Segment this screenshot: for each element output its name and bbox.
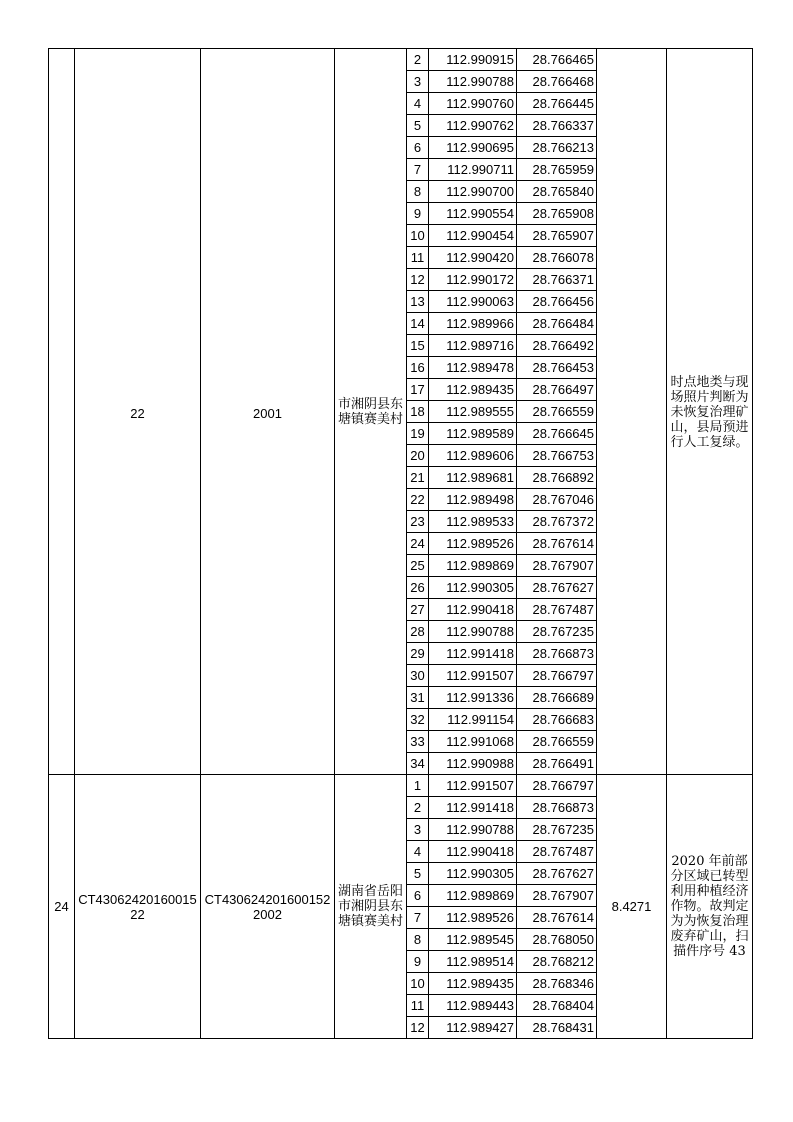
longitude-value: 112.989514 (429, 951, 517, 973)
point-number: 19 (407, 423, 429, 445)
longitude-value: 112.989545 (429, 929, 517, 951)
point-number: 6 (407, 885, 429, 907)
point-number: 9 (407, 203, 429, 225)
note-cell: 2020 年前部分区域已转型利用种植经济作物。故判定为为恢复治理废弃矿山，扫描件序号 43 (667, 775, 753, 1039)
longitude-value: 112.990762 (429, 115, 517, 137)
latitude-value: 28.767907 (517, 885, 597, 907)
latitude-value: 28.765840 (517, 181, 597, 203)
note-cell: 时点地类与现场照片判断为未恢复治理矿山，县局预进行人工复绿。 (667, 49, 753, 775)
point-number: 13 (407, 291, 429, 313)
point-number: 2 (407, 49, 429, 71)
point-number: 24 (407, 533, 429, 555)
longitude-value: 112.989435 (429, 379, 517, 401)
longitude-value: 112.990454 (429, 225, 517, 247)
latitude-value: 28.766645 (517, 423, 597, 445)
latitude-value: 28.768212 (517, 951, 597, 973)
longitude-value: 112.991507 (429, 665, 517, 687)
point-number: 21 (407, 467, 429, 489)
latitude-value: 28.768346 (517, 973, 597, 995)
point-number: 16 (407, 357, 429, 379)
longitude-value: 112.989478 (429, 357, 517, 379)
latitude-value: 28.768050 (517, 929, 597, 951)
longitude-value: 112.991507 (429, 775, 517, 797)
longitude-value: 112.989533 (429, 511, 517, 533)
longitude-value: 112.991336 (429, 687, 517, 709)
latitude-value: 28.767627 (517, 577, 597, 599)
point-number: 3 (407, 71, 429, 93)
longitude-value: 112.989443 (429, 995, 517, 1017)
point-number: 34 (407, 753, 429, 775)
point-number: 26 (407, 577, 429, 599)
latitude-value: 28.766892 (517, 467, 597, 489)
point-number: 31 (407, 687, 429, 709)
longitude-value: 112.991154 (429, 709, 517, 731)
latitude-value: 28.766453 (517, 357, 597, 379)
point-number: 5 (407, 863, 429, 885)
point-number: 9 (407, 951, 429, 973)
latitude-value: 28.765908 (517, 203, 597, 225)
latitude-value: 28.766559 (517, 731, 597, 753)
seq-cell: 24 (49, 775, 75, 1039)
plot-id-cell: 22 (75, 49, 201, 775)
latitude-value: 28.766468 (517, 71, 597, 93)
year-code-cell: CT4306242016001522002 (201, 775, 335, 1039)
longitude-value: 112.989427 (429, 1017, 517, 1039)
point-number: 22 (407, 489, 429, 511)
point-number: 1 (407, 775, 429, 797)
point-number: 10 (407, 973, 429, 995)
latitude-value: 28.766689 (517, 687, 597, 709)
latitude-value: 28.766753 (517, 445, 597, 467)
year-code-cell: 2001 (201, 49, 335, 775)
latitude-value: 28.766445 (517, 93, 597, 115)
latitude-value: 28.767907 (517, 555, 597, 577)
longitude-value: 112.991068 (429, 731, 517, 753)
longitude-value: 112.990305 (429, 577, 517, 599)
point-number: 12 (407, 1017, 429, 1039)
longitude-value: 112.989606 (429, 445, 517, 467)
longitude-value: 112.989526 (429, 533, 517, 555)
latitude-value: 28.766497 (517, 379, 597, 401)
point-number: 14 (407, 313, 429, 335)
table-body-group-24 (49, 775, 753, 1039)
longitude-value: 112.990788 (429, 621, 517, 643)
longitude-value: 112.989589 (429, 423, 517, 445)
point-number: 11 (407, 247, 429, 269)
longitude-value: 112.989681 (429, 467, 517, 489)
latitude-value: 28.766213 (517, 137, 597, 159)
point-number: 32 (407, 709, 429, 731)
longitude-value: 112.990172 (429, 269, 517, 291)
point-number: 28 (407, 621, 429, 643)
latitude-value: 28.767627 (517, 863, 597, 885)
point-number: 20 (407, 445, 429, 467)
area-cell: 8.4271 (597, 775, 667, 1039)
latitude-value: 28.766559 (517, 401, 597, 423)
longitude-value: 112.990418 (429, 599, 517, 621)
point-number: 6 (407, 137, 429, 159)
point-number: 15 (407, 335, 429, 357)
latitude-value: 28.767487 (517, 841, 597, 863)
latitude-value: 28.766797 (517, 665, 597, 687)
latitude-value: 28.765959 (517, 159, 597, 181)
latitude-value: 28.765907 (517, 225, 597, 247)
latitude-value: 28.766456 (517, 291, 597, 313)
longitude-value: 112.989966 (429, 313, 517, 335)
longitude-value: 112.990760 (429, 93, 517, 115)
latitude-value: 28.767235 (517, 819, 597, 841)
longitude-value: 112.990915 (429, 49, 517, 71)
longitude-value: 112.991418 (429, 797, 517, 819)
point-number: 33 (407, 731, 429, 753)
longitude-value: 112.990305 (429, 863, 517, 885)
latitude-value: 28.766465 (517, 49, 597, 71)
latitude-value: 28.766873 (517, 797, 597, 819)
location-cell: 湖南省岳阳市湘阴县东塘镇赛美村 (335, 775, 407, 1039)
point-number: 7 (407, 907, 429, 929)
point-number: 23 (407, 511, 429, 533)
latitude-value: 28.766371 (517, 269, 597, 291)
longitude-value: 112.990988 (429, 753, 517, 775)
latitude-value: 28.768404 (517, 995, 597, 1017)
area-cell (597, 49, 667, 775)
latitude-value: 28.767372 (517, 511, 597, 533)
longitude-value: 112.989435 (429, 973, 517, 995)
longitude-value: 112.990695 (429, 137, 517, 159)
longitude-value: 112.989498 (429, 489, 517, 511)
latitude-value: 28.766484 (517, 313, 597, 335)
point-number: 8 (407, 929, 429, 951)
longitude-value: 112.990554 (429, 203, 517, 225)
latitude-value: 28.768431 (517, 1017, 597, 1039)
latitude-value: 28.766492 (517, 335, 597, 357)
point-number: 25 (407, 555, 429, 577)
longitude-value: 112.990420 (429, 247, 517, 269)
longitude-value: 112.991418 (429, 643, 517, 665)
point-number: 2 (407, 797, 429, 819)
latitude-value: 28.766078 (517, 247, 597, 269)
longitude-value: 112.990063 (429, 291, 517, 313)
latitude-value: 28.766683 (517, 709, 597, 731)
longitude-value: 112.989526 (429, 907, 517, 929)
latitude-value: 28.767614 (517, 533, 597, 555)
plot-id-cell: CT4306242016001522 (75, 775, 201, 1039)
longitude-value: 112.990700 (429, 181, 517, 203)
table-row (49, 49, 753, 71)
latitude-value: 28.766873 (517, 643, 597, 665)
longitude-value: 112.989555 (429, 401, 517, 423)
coordinate-table (48, 48, 753, 1039)
latitude-value: 28.767235 (517, 621, 597, 643)
latitude-value: 28.767487 (517, 599, 597, 621)
point-number: 18 (407, 401, 429, 423)
longitude-value: 112.989869 (429, 885, 517, 907)
latitude-value: 28.766337 (517, 115, 597, 137)
table-row (49, 775, 753, 797)
seq-cell (49, 49, 75, 775)
latitude-value: 28.767046 (517, 489, 597, 511)
point-number: 4 (407, 93, 429, 115)
point-number: 3 (407, 819, 429, 841)
point-number: 11 (407, 995, 429, 1017)
point-number: 8 (407, 181, 429, 203)
point-number: 5 (407, 115, 429, 137)
point-number: 27 (407, 599, 429, 621)
longitude-value: 112.990711 (429, 159, 517, 181)
location-cell: 市湘阴县东塘镇赛美村 (335, 49, 407, 775)
table-body-group-23 (49, 49, 753, 775)
longitude-value: 112.990788 (429, 819, 517, 841)
longitude-value: 112.989716 (429, 335, 517, 357)
point-number: 10 (407, 225, 429, 247)
latitude-value: 28.767614 (517, 907, 597, 929)
latitude-value: 28.766797 (517, 775, 597, 797)
latitude-value: 28.766491 (517, 753, 597, 775)
longitude-value: 112.990788 (429, 71, 517, 93)
longitude-value: 112.989869 (429, 555, 517, 577)
point-number: 17 (407, 379, 429, 401)
point-number: 30 (407, 665, 429, 687)
point-number: 29 (407, 643, 429, 665)
point-number: 12 (407, 269, 429, 291)
point-number: 7 (407, 159, 429, 181)
longitude-value: 112.990418 (429, 841, 517, 863)
point-number: 4 (407, 841, 429, 863)
